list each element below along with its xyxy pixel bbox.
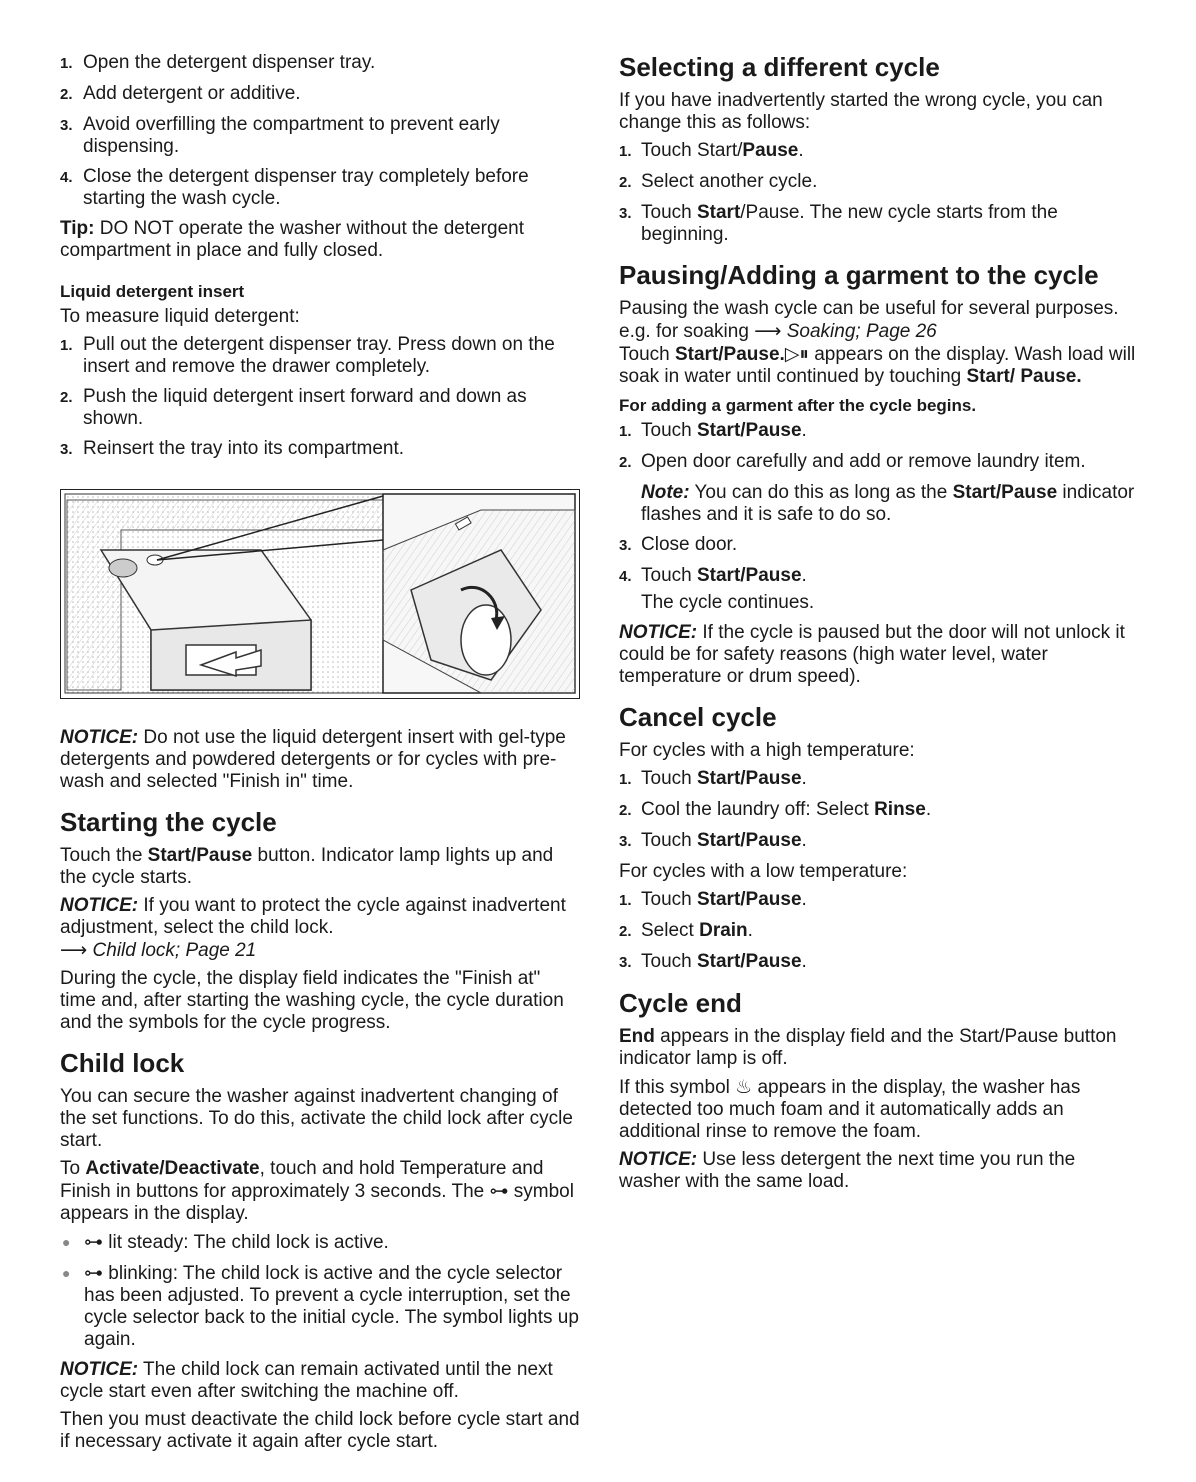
bullet-item [60, 1262, 580, 1351]
selecting-intro: If you have inadvertently started the wrong cycle, you can change this as follows: [619, 90, 1103, 133]
dispenser-steps [60, 52, 580, 210]
text: Touch [641, 202, 697, 223]
pausing-notice [619, 622, 1139, 688]
step-number: 1. [60, 55, 73, 72]
right-column [619, 52, 1139, 1199]
list-item [619, 889, 1139, 912]
step-number: 3. [60, 117, 73, 134]
bullet-icon: ● [62, 1265, 71, 1281]
list-item [60, 114, 580, 158]
step-continuation: The cycle continues. [641, 592, 815, 613]
text: appears in the display, the washer has detected too much foam and it automatically adds an additional rinse to remove the foam. [619, 1077, 1081, 1142]
cancel-high-intro: For cycles with a high temperature: [619, 740, 915, 761]
step-number: 2. [619, 174, 632, 191]
step-number: 4. [60, 169, 73, 186]
step-number: 3. [619, 954, 632, 971]
text: symbol appears in the display. [60, 1181, 574, 1224]
step-number: 1. [619, 771, 632, 788]
step-text: Reinsert the tray into its compartment. [83, 438, 405, 459]
tip-text: DO NOT operate the washer without the detergent compartment in place and fully closed. [60, 218, 524, 261]
step-number: 3. [60, 441, 73, 458]
button-name: Start/Pause [952, 482, 1058, 503]
button-name: Pause [742, 140, 799, 161]
list-item [619, 768, 1139, 791]
liquid-steps [60, 334, 580, 461]
notice-text: Do not use the liquid detergent insert with gel-type detergents and powdered detergents or for cycles with pre-wash and selected "Finish in" time. [60, 727, 566, 792]
list-item [619, 951, 1139, 974]
notice-text: If the cycle is paused but the door will not unlock it could be for safety reasons (high water level, water temperature or drum speed). [619, 622, 1125, 687]
step-text: Open the detergent dispenser tray. [83, 52, 376, 73]
button-name: Start/Pause [696, 889, 802, 910]
step-number: 4. [619, 568, 632, 585]
text: Touch the [60, 845, 148, 866]
button-name: Start/Pause [696, 830, 802, 851]
step-text: Close the detergent dispenser tray completely before starting the wash cycle. [83, 166, 529, 209]
step-text: Pull out the detergent dispenser tray. Press down on the insert and remove the drawer completely. [83, 334, 555, 377]
step-number: 3. [619, 205, 632, 222]
notice-label: NOTICE: [60, 895, 139, 916]
text: . [801, 889, 807, 910]
text: To [60, 1158, 86, 1179]
step-number: 1. [619, 143, 632, 160]
text: e.g. for soaking [619, 321, 755, 342]
cycle-end-heading: Cycle end [619, 988, 742, 1018]
left-column [60, 52, 580, 1459]
list-item [60, 52, 580, 75]
play-pause-icon: ▷⏸ [784, 343, 809, 365]
step-text: Add detergent or additive. [83, 83, 301, 104]
key-icon: ⊶ [84, 1262, 103, 1284]
end-p2 [619, 1076, 1139, 1143]
text: Touch Start/ [641, 140, 743, 161]
child-notice [60, 1359, 580, 1403]
list-item [619, 202, 1139, 246]
text: . [801, 565, 807, 586]
bullet-icon: ● [62, 1234, 71, 1250]
notice-text: Use less detergent the next time you run the washer with the same load. [619, 1149, 1076, 1192]
tip-paragraph [60, 218, 580, 262]
text: button. Indicator lamp lights up and the cycle starts. [60, 845, 554, 888]
text: Cool the laundry off: Select [641, 799, 875, 820]
text: . [801, 951, 807, 972]
selecting-heading: Selecting a different cycle [619, 52, 940, 82]
text: Touch [641, 768, 697, 789]
text: Touch [619, 344, 675, 365]
arrow-icon: ⟶ [60, 939, 88, 961]
key-icon: ⊶ [84, 1231, 103, 1253]
step-number: 1. [60, 337, 73, 354]
bullet-text: lit steady: The child lock is active. [103, 1232, 389, 1253]
text: Touch [641, 830, 697, 851]
text: Touch [641, 565, 697, 586]
step-text: Select another cycle. [641, 171, 818, 192]
arrow-icon: ⟶ [754, 320, 782, 342]
text: , touch and hold Temperature and Finish in buttons for approximately 3 seconds. The [60, 1158, 544, 1202]
action-name: Activate/Deactivate [85, 1158, 260, 1179]
text: indicator flashes and it is safe to do so. [641, 482, 1135, 525]
notice-label: NOTICE: [60, 1359, 139, 1380]
text: Touch [641, 889, 697, 910]
step-number: 2. [619, 454, 632, 471]
text: . [801, 420, 807, 441]
list-item [60, 438, 580, 461]
text: . [801, 830, 807, 851]
bullet-text: blinking: The child lock is active and the cycle selector has been adjusted. To prevent a cycle interruption, set the cycle selector back to the initial cycle. The symbol lights up again. [84, 1263, 579, 1350]
notice-label: NOTICE: [619, 1149, 698, 1170]
cancel-low-intro: For cycles with a low temperature: [619, 861, 908, 882]
cycle-name: Rinse [874, 799, 926, 820]
foam-icon: ♨ [735, 1076, 753, 1098]
pausing-p1: Pausing the wash cycle can be useful for several purposes. [619, 298, 1119, 319]
adding-garment-subheading: For adding a garment after the cycle begins. [619, 396, 977, 415]
list-item [619, 451, 1139, 474]
list-item [619, 830, 1139, 853]
button-name: Start/Pause [696, 951, 802, 972]
notice-text: The child lock can remain activated until the next cycle start even after switching the machine off. [60, 1359, 553, 1402]
list-item [60, 83, 580, 106]
list-item [619, 565, 1139, 588]
step-number: 1. [619, 423, 632, 440]
illustration-svg [61, 490, 579, 697]
liquid-intro: To measure liquid detergent: [60, 306, 300, 327]
step-number: 2. [60, 86, 73, 103]
step-number: 3. [619, 537, 632, 554]
step-number: 2. [619, 802, 632, 819]
step-text: Open door carefully and add or remove laundry item. [641, 451, 1086, 472]
text: Select [641, 920, 700, 941]
step-number: 1. [619, 892, 632, 909]
cancel-heading: Cancel cycle [619, 702, 777, 732]
list-item [60, 334, 580, 378]
end-p1 [619, 1026, 1139, 1070]
cycle-name: Drain [699, 920, 748, 941]
child-lock-heading: Child lock [60, 1048, 185, 1078]
child-p2 [60, 1158, 580, 1225]
step-text: Close door. [641, 534, 738, 555]
button-name: Start/Pause [696, 565, 802, 586]
starting-notice [60, 895, 580, 939]
reference-text: Soaking; Page 26 [781, 321, 937, 342]
starting-p1 [60, 845, 580, 889]
tip-label: Tip: [60, 218, 95, 239]
button-name: Start/Pause [696, 768, 802, 789]
text: appears on the display. Wash load will soak in water until continued by touching [619, 344, 1136, 387]
button-name: Start/Pause. [674, 344, 785, 365]
end-notice [619, 1149, 1139, 1193]
list-item [619, 171, 1139, 194]
button-name: Start/Pause [696, 420, 802, 441]
selecting-steps [619, 140, 1139, 246]
list-item [619, 920, 1139, 943]
cancel-high-steps [619, 768, 1139, 853]
child-lock-reference [60, 939, 580, 962]
text: Touch [641, 951, 697, 972]
cancel-low-steps [619, 889, 1139, 974]
starting-heading: Starting the cycle [60, 807, 277, 837]
starting-p2: During the cycle, the display field indicates the "Finish at" time and, after starting the washing cycle, the cycle duration and the symbols for the cycle progress. [60, 968, 564, 1033]
note-label: Note: [641, 482, 690, 503]
text: /Pause. The new cycle starts from the beginning. [641, 202, 1058, 245]
list-item [619, 140, 1139, 163]
step-number: 2. [60, 389, 73, 406]
step-text: Avoid overfilling the compartment to prevent early dispensing. [83, 114, 500, 157]
button-name: Start [696, 202, 741, 223]
step-number: 3. [619, 833, 632, 850]
notice-text: If you want to protect the cycle against inadvertent adjustment, select the child lock. [60, 895, 566, 938]
child-p3: Then you must deactivate the child lock before cycle start and if necessary activate it again after cycle start. [60, 1409, 580, 1452]
list-item [619, 420, 1139, 443]
text: Touch [641, 420, 697, 441]
text: . [801, 768, 807, 789]
button-name: Start/Pause [147, 845, 253, 866]
adding-steps [619, 420, 1139, 614]
text: You can do this as long as the [689, 482, 953, 503]
reference-text: Child lock; Page 21 [87, 940, 257, 961]
list-item [619, 799, 1139, 822]
notice-label: NOTICE: [619, 622, 698, 643]
list-item [619, 534, 1139, 557]
step-number: 2. [619, 923, 632, 940]
notice-gel [60, 727, 580, 793]
text: . [798, 140, 804, 161]
text: If this symbol [619, 1077, 736, 1098]
notice-label: NOTICE: [60, 727, 139, 748]
step-text: Push the liquid detergent insert forward and down as shown. [83, 386, 527, 429]
liquid-heading: Liquid detergent insert [60, 282, 245, 301]
pausing-p2 [619, 320, 1139, 343]
detergent-insert-illustration [60, 489, 580, 699]
bullet-item [60, 1231, 580, 1254]
key-icon: ⊶ [489, 1180, 509, 1202]
note-paragraph [619, 482, 1139, 526]
list-item [60, 166, 580, 210]
text: . [747, 920, 753, 941]
child-p1: You can secure the washer against inadvertent changing of the set functions. To do this, activate the child lock after cycle start. [60, 1086, 573, 1151]
text: . [925, 799, 932, 820]
list-item [60, 386, 580, 430]
display-word: End [619, 1026, 655, 1047]
text: appears in the display field and the Start/Pause button indicator lamp is off. [619, 1026, 1117, 1069]
pausing-heading: Pausing/Adding a garment to the cycle [619, 260, 1099, 290]
pausing-p3 [619, 343, 1139, 388]
button-name: Start/ Pause. [966, 366, 1082, 387]
